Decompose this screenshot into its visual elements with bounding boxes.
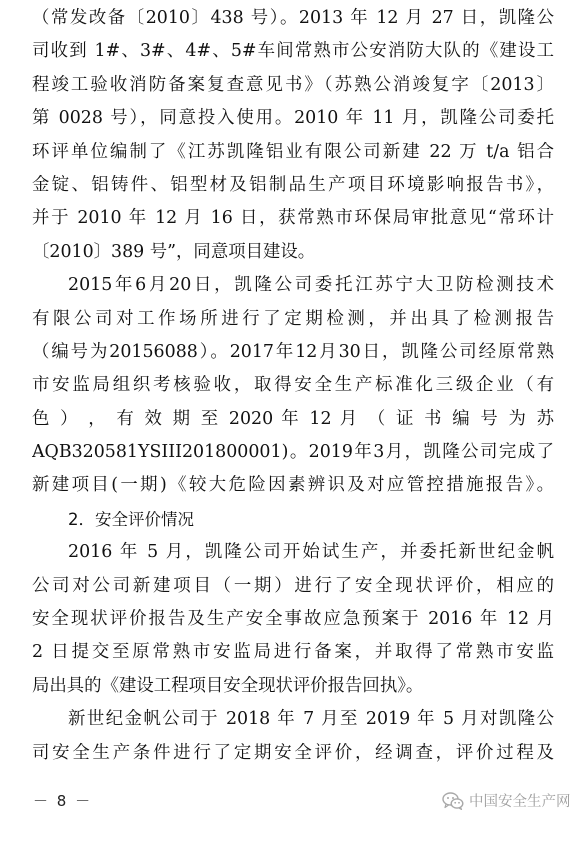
watermark — [442, 790, 571, 811]
text-line: 〔2010〕389 号”，同意项目建设。 — [32, 241, 316, 262]
wechat-icon — [442, 792, 464, 810]
text-line: 第 0028 号），同意投入使用。2010 年 11 月，凯隆公司委托 — [32, 108, 554, 129]
watermark-text: 中国安全生产网 — [469, 794, 571, 810]
text-line: 2 日提交至原常熟市安监局进行备案，并取得了常熟市安监 — [32, 642, 554, 663]
section-heading: 2．安全评价情况 — [68, 509, 194, 529]
text-line: 色 ） ， 有 效 期 至 2020 年 12 月 （ 证 书 编 号 为 苏 — [32, 408, 554, 429]
text-line: 市安监局组织考核验收，取得安全生产标准化三级企业（有 — [32, 375, 554, 396]
body-text — [32, 2, 554, 770]
text-line: 有限公司对工作场所进行了定期检测，并出具了检测报告 — [32, 308, 554, 329]
text-line: 金锭、铝铸件、铝型材及铝制品生产项目环境影响报告书》， — [32, 174, 554, 195]
text-line: 新建项目(一期)《较大危险因素辨识及对应管控措施报告》。 — [32, 475, 554, 496]
text-line: 司安全生产条件进行了定期安全评价，经调查，评价过程及 — [32, 742, 554, 763]
text-line: 安全现状评价报告及生产安全事故应急预案于 2016 年 12 月 — [32, 609, 554, 630]
paragraph-first-line: 2016 年 5 月，凯隆公司开始试生产，并委托新世纪金帆 — [68, 542, 554, 563]
text-line: 程竣工验收消防备案复查意见书》（苏熟公消竣复字〔2013〕 — [32, 74, 554, 95]
text-line: 司收到 1#、3#、4#、5#车间常熟市公安消防大队的《建设工 — [32, 41, 554, 62]
text-line: 局出具的《建设工程项目安全现状评价报告回执》。 — [32, 675, 424, 696]
text-line: 环评单位编制了《江苏凯隆铝业有限公司新建 22 万 t/a 铝合 — [32, 141, 554, 162]
text-line: 并于 2010 年 12 月 16 日，获常熟市环保局审批意见“常环计 — [32, 208, 554, 229]
text-line: （编号为20156088）。2017年12月30日，凯隆公司经原常熟 — [32, 341, 554, 362]
text-line: （常发改备〔2010〕438 号）。2013 年 12 月 27 日，凯隆公 — [32, 8, 554, 28]
text-line: AQB320581YSIII201800001)。2019年3月，凯隆公司完成了 — [32, 442, 554, 463]
paragraph-first-line: 2015年6月20日，凯隆公司委托江苏宁大卫防检测技术 — [68, 275, 554, 296]
text-line: 公司对公司新建项目（一期）进行了安全现状评价，相应的 — [32, 575, 554, 596]
paragraph-first-line: 新世纪金帆公司于 2018 年 7 月至 2019 年 5 月对凯隆公 — [68, 709, 554, 730]
page-number: － 8 － — [33, 792, 93, 810]
